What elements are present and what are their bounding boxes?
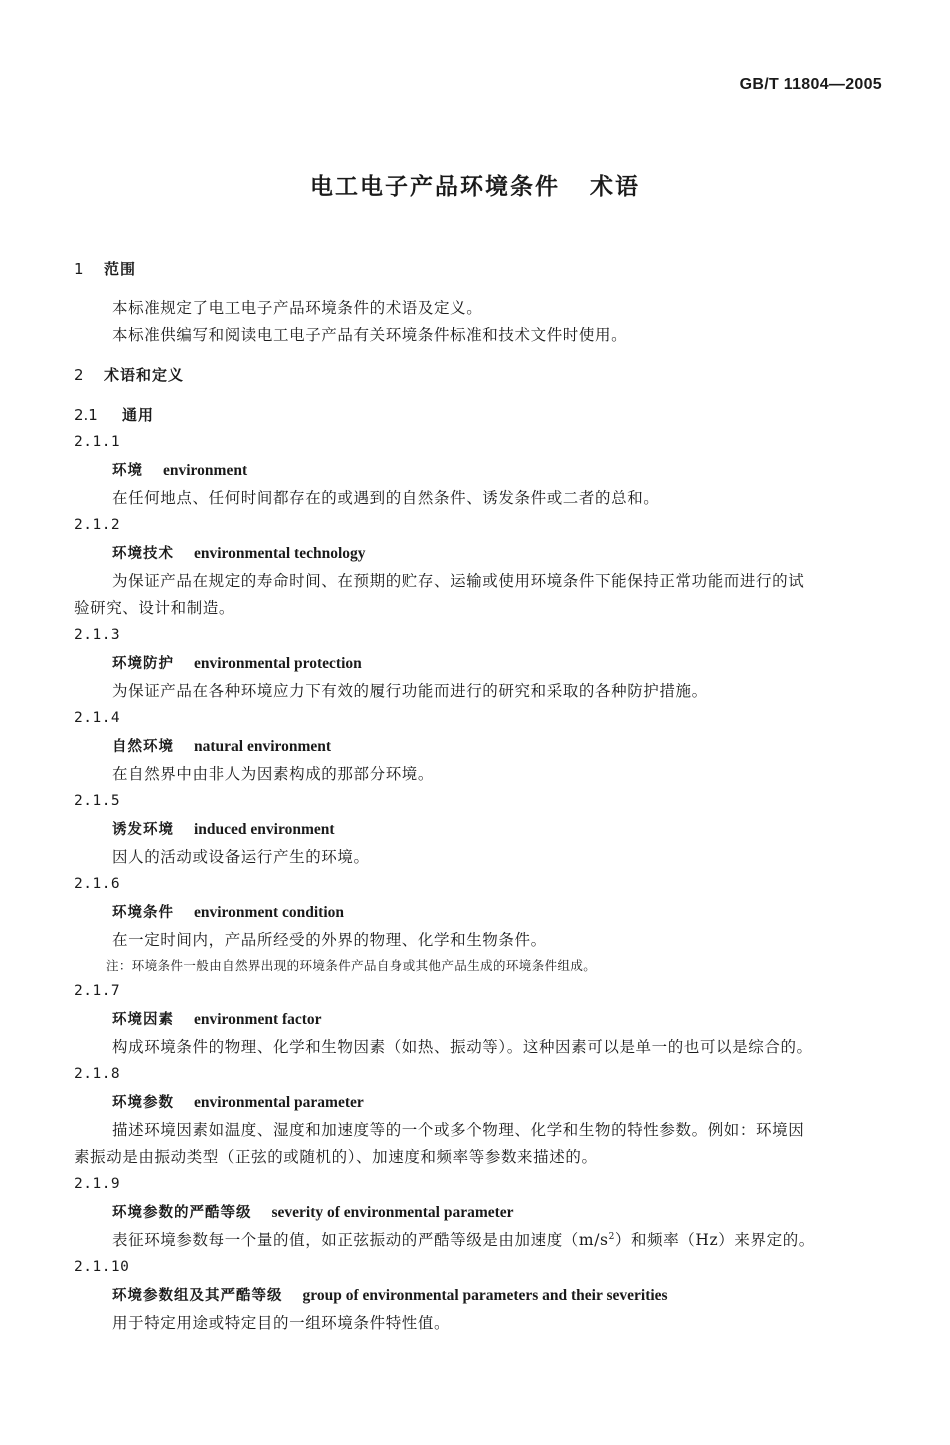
clause-number: 2.1.1 — [74, 434, 121, 450]
term-definition: 因人的活动或设备运行产生的环境。 — [112, 848, 370, 866]
term-definition: 为保证产品在各种环境应力下有效的履行功能而进行的研究和采取的各种防护措施。 — [112, 682, 708, 700]
title-main: 电工电子产品环境条件 — [310, 174, 560, 200]
term-definition-line-2: 素振动是由振动类型（正弦的或随机的）、加速度和频率等参数来描述的。 — [74, 1148, 598, 1166]
term-zh: 诱发环境 — [112, 822, 174, 838]
section-heading-2-1 — [74, 402, 884, 429]
term-en: group of environmental parameters and their severities — [302, 1287, 668, 1304]
clause-number: 2.1.2 — [74, 517, 121, 533]
document-body — [74, 256, 884, 1337]
section-number: 2.1 — [74, 406, 98, 424]
scope-paragraph-1: 本标准规定了电工电子产品环境条件的术语及定义。 — [112, 299, 483, 317]
term-heading — [74, 732, 884, 761]
definition-part-b: ）和频率（Hz）来界定的。 — [614, 1231, 815, 1249]
term-heading — [74, 1281, 884, 1310]
clause-number: 2.1.4 — [74, 710, 121, 726]
term-heading — [74, 1088, 884, 1117]
term-zh: 环境 — [112, 463, 143, 479]
clause-number: 2.1.10 — [74, 1259, 130, 1275]
clause-number: 2.1.9 — [74, 1176, 121, 1192]
title-sub: 术语 — [590, 174, 640, 200]
term-definition-line-1: 为保证产品在规定的寿命时间、在预期的贮存、运输或使用环境条件下能保持正常功能而进行的试 — [112, 572, 805, 590]
term-heading — [74, 649, 884, 678]
section-label: 通用 — [122, 406, 155, 424]
term-definition: 在一定时间内，产品所经受的外界的物理、化学和生物条件。 — [112, 931, 547, 949]
term-en: environment condition — [194, 904, 344, 921]
term-en: severity of environmental parameter — [271, 1204, 514, 1221]
section-heading-2 — [74, 362, 884, 389]
term-zh: 环境参数组及其严酷等级 — [112, 1288, 283, 1304]
term-en: natural environment — [194, 738, 332, 755]
document-title — [0, 168, 950, 201]
term-zh: 环境防护 — [112, 656, 174, 672]
definition-part-a: 表征环境参数每一个量的值，如正弦振动的严酷等级是由加速度（m/s — [112, 1231, 609, 1249]
clause-number: 2.1.5 — [74, 793, 121, 809]
standard-code: GB/T 11804—2005 — [739, 76, 882, 93]
term-heading — [74, 898, 884, 927]
section-number: 1 — [74, 260, 84, 278]
term-en: environmental technology — [194, 545, 366, 562]
scope-paragraph-2: 本标准供编写和阅读电工电子产品有关环境条件标准和技术文件时使用。 — [112, 326, 628, 344]
term-heading — [74, 815, 884, 844]
section-label: 术语和定义 — [104, 366, 185, 384]
term-zh: 环境技术 — [112, 546, 174, 562]
term-en: environmental protection — [194, 655, 362, 672]
term-heading — [74, 1198, 884, 1227]
term-note: 注：环境条件一般由自然界出现的环境条件产品自身或其他产品生成的环境条件组成。 — [106, 958, 597, 973]
term-definition: 在任何地点、任何时间都存在的或遇到的自然条件、诱发条件或二者的总和。 — [112, 489, 660, 507]
term-definition — [74, 1227, 884, 1254]
clause-number: 2.1.7 — [74, 983, 121, 999]
term-en: induced environment — [194, 821, 335, 838]
term-definition: 构成环境条件的物理、化学和生物因素（如热、振动等）。这种因素可以是单一的也可以是综合的。 — [112, 1038, 813, 1056]
term-definition: 用于特定用途或特定目的一组环境条件特性值。 — [112, 1314, 451, 1332]
term-en: environmental parameter — [194, 1094, 364, 1111]
term-en: environment factor — [194, 1011, 322, 1028]
section-number: 2 — [74, 366, 84, 384]
term-heading — [74, 1005, 884, 1034]
clause-number: 2.1.8 — [74, 1066, 121, 1082]
term-zh: 环境参数的严酷等级 — [112, 1205, 252, 1221]
term-definition-line-1: 描述环境因素如温度、湿度和加速度等的一个或多个物理、化学和生物的特性参数。例如：环境因 — [112, 1121, 805, 1139]
term-zh: 自然环境 — [112, 739, 174, 755]
term-definition: 在自然界中由非人为因素构成的那部分环境。 — [112, 765, 435, 783]
superscript: 2 — [608, 1231, 615, 1242]
clause-number: 2.1.3 — [74, 627, 121, 643]
term-zh: 环境因素 — [112, 1012, 174, 1028]
section-heading-1 — [74, 256, 884, 283]
section-label: 范围 — [104, 260, 137, 278]
term-zh: 环境条件 — [112, 905, 174, 921]
term-definition-line-2: 验研究、设计和制造。 — [74, 599, 236, 617]
term-heading — [74, 456, 884, 485]
term-zh: 环境参数 — [112, 1095, 174, 1111]
clause-number: 2.1.6 — [74, 876, 121, 892]
term-en: environment — [163, 462, 248, 479]
term-heading — [74, 539, 884, 568]
